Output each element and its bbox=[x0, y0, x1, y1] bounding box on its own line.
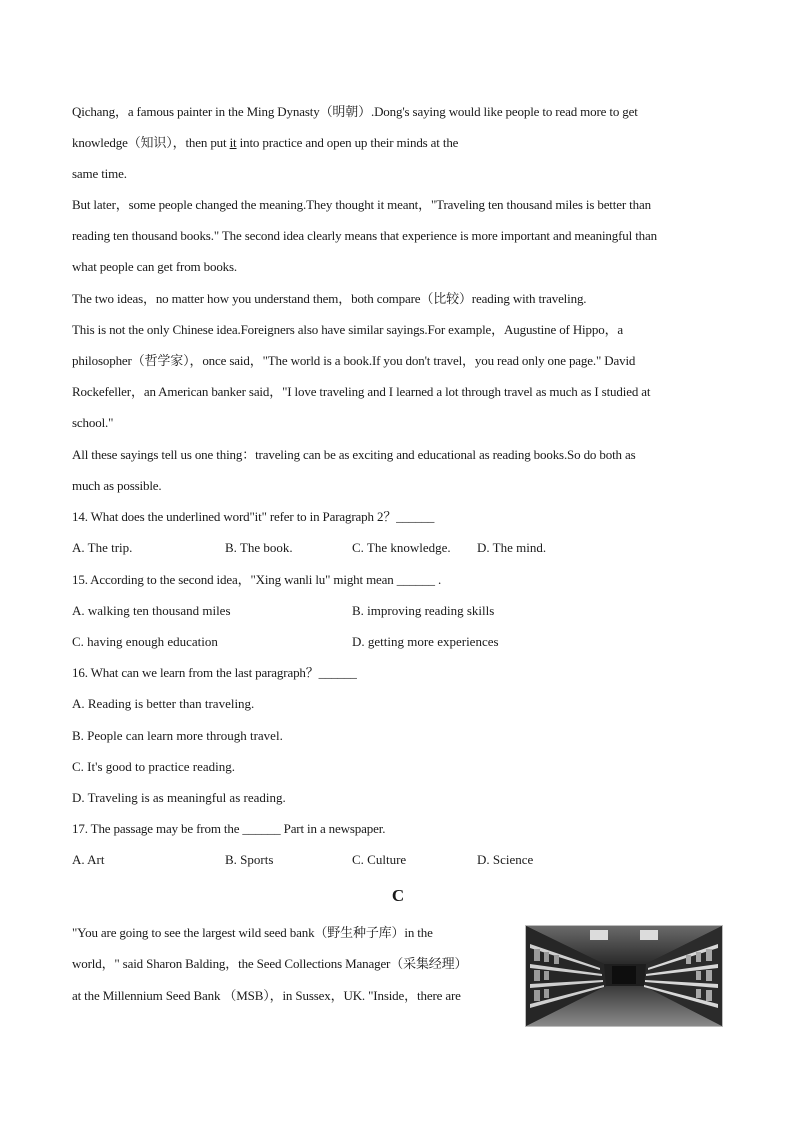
seed-bank-corridor-image bbox=[526, 926, 722, 1026]
passage-p2-line1: But later，some people changed the meaning.They thought it meant，"Traveling ten thousand miles is better than bbox=[72, 197, 651, 212]
question-14-stem: 14. What does the underlined word"it" refer to in Paragraph 2？______ bbox=[72, 509, 435, 524]
section-c-line1: "You are going to see the largest wild seed bank（野生种子库）in the bbox=[72, 925, 433, 940]
question-16-option-a[interactable]: A. Reading is better than traveling. bbox=[72, 696, 255, 711]
passage-p4-line1: This is not the only Chinese idea.Foreigners also have similar sayings.For example，Augustine of Hippo，a bbox=[72, 322, 624, 337]
question-17-option-a[interactable]: A. Art bbox=[72, 852, 105, 867]
passage-p5-line1: All these sayings tell us one thing：traveling can be as exciting and educational as reading books.So do both as bbox=[72, 447, 636, 462]
passage-p5-line2: much as possible. bbox=[72, 478, 162, 493]
section-c-line2: world，" said Sharon Balding，the Seed Collections Manager（采集经理） bbox=[72, 956, 468, 971]
question-17-stem: 17. The passage may be from the ______ Part in a newspaper. bbox=[72, 821, 386, 836]
document-page bbox=[72, 0, 724, 1123]
question-15-option-a[interactable]: A. walking ten thousand miles bbox=[72, 603, 231, 618]
passage-p4-line2: philosopher（哲学家），once said，"The world is a book.If you don't travel，you read only one page." David bbox=[72, 353, 636, 368]
passage-p1-line2 bbox=[72, 134, 458, 152]
question-16-option-b[interactable]: B. People can learn more through travel. bbox=[72, 728, 283, 743]
passage-p4-line4: school." bbox=[72, 415, 114, 430]
question-16-stem: 16. What can we learn from the last paragraph？______ bbox=[72, 665, 357, 680]
question-14-option-b[interactable]: B. The book. bbox=[225, 540, 293, 555]
passage-p1-line2-pre: knowledge（知识），then put bbox=[72, 135, 230, 150]
question-17-option-b[interactable]: B. Sports bbox=[225, 852, 274, 867]
question-15-stem: 15. According to the second idea，"Xing wanli lu" might mean ______ . bbox=[72, 572, 442, 587]
passage-p2-line3: what people can get from books. bbox=[72, 259, 238, 274]
question-17-option-c[interactable]: C. Culture bbox=[352, 852, 407, 867]
passage-p4-line3: Rockefeller，an American banker said，"I love traveling and I learned a lot through travel as much as I studied at bbox=[72, 384, 651, 399]
section-c-heading: C bbox=[391, 886, 405, 905]
passage-p2-line2: reading ten thousand books." The second idea clearly means that experience is more important and meaningful than bbox=[72, 228, 657, 243]
question-15-option-b[interactable]: B. improving reading skills bbox=[352, 603, 495, 618]
section-c-line3: at the Millennium Seed Bank （MSB），in Sussex，UK. "Inside，there are bbox=[72, 988, 461, 1003]
question-16-option-c[interactable]: C. It's good to practice reading. bbox=[72, 759, 235, 774]
seed-bank-photo bbox=[525, 925, 723, 1027]
passage-p1-line2-post: into practice and open up their minds at the bbox=[236, 135, 459, 150]
underlined-word-it: it bbox=[229, 135, 237, 150]
question-17-option-d[interactable]: D. Science bbox=[477, 852, 534, 867]
question-14-option-a[interactable]: A. The trip. bbox=[72, 540, 133, 555]
passage-p3-line1: The two ideas，no matter how you understand them，both compare（比较）reading with traveling. bbox=[72, 291, 587, 306]
question-14-option-c[interactable]: C. The knowledge. bbox=[352, 540, 451, 555]
question-16-option-d[interactable]: D. Traveling is as meaningful as reading. bbox=[72, 790, 286, 805]
question-14-option-d[interactable]: D. The mind. bbox=[477, 540, 547, 555]
passage-p1-line1: Qichang，a famous painter in the Ming Dynasty（明朝）.Dong's saying would like people to read more to get bbox=[72, 104, 638, 119]
question-15-option-d[interactable]: D. getting more experiences bbox=[352, 634, 499, 649]
question-15-option-c[interactable]: C. having enough education bbox=[72, 634, 218, 649]
passage-p1-line3: same time. bbox=[72, 166, 127, 181]
